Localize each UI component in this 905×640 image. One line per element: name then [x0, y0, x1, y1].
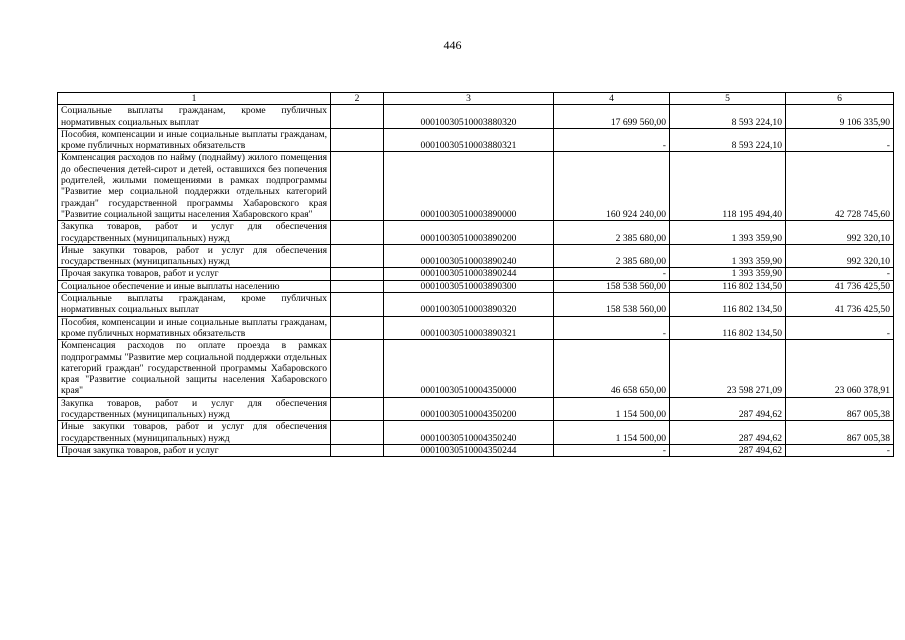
table-row — [58, 280, 894, 292]
row-name-cell: Социальные выплаты гражданам, кроме публичных нормативных социальных выплат — [58, 105, 331, 129]
row-col2-cell — [331, 444, 384, 456]
row-code-cell: 00010030510003890321 — [384, 316, 554, 340]
header-col-3: 3 — [384, 93, 554, 105]
row-value-col5: 1 393 359,90 — [670, 244, 786, 268]
row-col2-cell — [331, 280, 384, 292]
row-value-col4: - — [554, 316, 670, 340]
row-code-cell: 00010030510004350244 — [384, 444, 554, 456]
row-value-col6: 867 005,38 — [786, 397, 894, 421]
row-name-cell: Компенсация расходов по оплате проезда в рамках подпрограммы "Развитие мер социальной поддержки отдельных категорий граждан" государственной программы Хабаровского края "Развитие социальной защиты населения Хабаровского края" — [58, 340, 331, 397]
row-col2-cell — [331, 316, 384, 340]
table-row — [58, 244, 894, 268]
table-row — [58, 128, 894, 152]
row-value-col6: 23 060 378,91 — [786, 340, 894, 397]
row-code-cell: 00010030510004350200 — [384, 397, 554, 421]
row-col2-cell — [331, 128, 384, 152]
row-code-cell: 00010030510003890300 — [384, 280, 554, 292]
row-code-cell: 00010030510003890320 — [384, 293, 554, 317]
row-value-col4: 1 154 500,00 — [554, 397, 670, 421]
row-col2-cell — [331, 152, 384, 221]
row-code-cell: 00010030510004350000 — [384, 340, 554, 397]
row-code-cell: 00010030510003890240 — [384, 244, 554, 268]
table-row — [58, 221, 894, 245]
row-value-col4: - — [554, 268, 670, 280]
row-value-col6: - — [786, 444, 894, 456]
table-row — [58, 105, 894, 129]
row-col2-cell — [331, 293, 384, 317]
row-code-cell: 00010030510003890000 — [384, 152, 554, 221]
table-row — [58, 316, 894, 340]
row-value-col5: 8 593 224,10 — [670, 105, 786, 129]
row-value-col6: - — [786, 316, 894, 340]
row-value-col5: 118 195 494,40 — [670, 152, 786, 221]
row-value-col6: - — [786, 128, 894, 152]
row-value-col4: 160 924 240,00 — [554, 152, 670, 221]
header-col-4: 4 — [554, 93, 670, 105]
table-row — [58, 340, 894, 397]
header-col-2: 2 — [331, 93, 384, 105]
page-number: 446 — [443, 38, 462, 52]
row-col2-cell — [331, 397, 384, 421]
row-value-col6: - — [786, 268, 894, 280]
header-col-1: 1 — [58, 93, 331, 105]
row-name-cell: Компенсация расходов по найму (поднайму) жилого помещения до обеспечения детей-сирот и детей, оставшихся без попечения родителей, жилыми помещениями в рамках подпрограммы "Развитие мер социальной поддержки отдельных категорий граждан" государственной программы Хабаровского края "Развитие социальной защиты населения Хабаровского края" — [58, 152, 331, 221]
row-value-col5: 23 598 271,09 — [670, 340, 786, 397]
header-col-6: 6 — [786, 93, 894, 105]
row-value-col6: 9 106 335,90 — [786, 105, 894, 129]
row-value-col5: 287 494,62 — [670, 397, 786, 421]
row-value-col4: 158 538 560,00 — [554, 293, 670, 317]
row-col2-cell — [331, 340, 384, 397]
row-value-col4: 2 385 680,00 — [554, 221, 670, 245]
row-name-cell: Иные закупки товаров, работ и услуг для обеспечения государственных (муниципальных) нужд — [58, 244, 331, 268]
row-name-cell: Пособия, компенсации и иные социальные выплаты гражданам, кроме публичных нормативных обязательств — [58, 316, 331, 340]
row-value-col4: - — [554, 444, 670, 456]
row-code-cell: 00010030510003890244 — [384, 268, 554, 280]
row-value-col5: 1 393 359,90 — [670, 268, 786, 280]
row-value-col4: - — [554, 128, 670, 152]
header-col-5: 5 — [670, 93, 786, 105]
row-col2-cell — [331, 105, 384, 129]
header-row — [58, 93, 894, 105]
table-row — [58, 293, 894, 317]
row-code-cell: 00010030510003880320 — [384, 105, 554, 129]
row-code-cell: 00010030510003890200 — [384, 221, 554, 245]
table-row — [58, 152, 894, 221]
row-value-col5: 8 593 224,10 — [670, 128, 786, 152]
row-value-col6: 867 005,38 — [786, 421, 894, 445]
row-value-col6: 992 320,10 — [786, 221, 894, 245]
table-body — [58, 93, 894, 457]
row-value-col5: 116 802 134,50 — [670, 316, 786, 340]
row-code-cell: 00010030510004350240 — [384, 421, 554, 445]
row-value-col4: 1 154 500,00 — [554, 421, 670, 445]
row-code-cell: 00010030510003880321 — [384, 128, 554, 152]
row-name-cell: Пособия, компенсации и иные социальные выплаты гражданам, кроме публичных нормативных обязательств — [58, 128, 331, 152]
row-value-col4: 17 699 560,00 — [554, 105, 670, 129]
row-name-cell: Прочая закупка товаров, работ и услуг — [58, 268, 331, 280]
row-value-col6: 42 728 745,60 — [786, 152, 894, 221]
budget-table — [57, 92, 894, 457]
row-name-cell: Социальное обеспечение и иные выплаты населению — [58, 280, 331, 292]
table-row — [58, 421, 894, 445]
row-value-col4: 46 658 650,00 — [554, 340, 670, 397]
row-col2-cell — [331, 421, 384, 445]
row-col2-cell — [331, 268, 384, 280]
row-value-col6: 992 320,10 — [786, 244, 894, 268]
row-value-col6: 41 736 425,50 — [786, 280, 894, 292]
row-value-col5: 1 393 359,90 — [670, 221, 786, 245]
row-value-col4: 2 385 680,00 — [554, 244, 670, 268]
row-col2-cell — [331, 221, 384, 245]
row-value-col4: 158 538 560,00 — [554, 280, 670, 292]
row-col2-cell — [331, 244, 384, 268]
row-value-col5: 116 802 134,50 — [670, 293, 786, 317]
row-value-col5: 116 802 134,50 — [670, 280, 786, 292]
row-name-cell: Прочая закупка товаров, работ и услуг — [58, 444, 331, 456]
row-value-col5: 287 494,62 — [670, 444, 786, 456]
row-value-col6: 41 736 425,50 — [786, 293, 894, 317]
table-row — [58, 444, 894, 456]
row-name-cell: Закупка товаров, работ и услуг для обеспечения государственных (муниципальных) нужд — [58, 221, 331, 245]
row-value-col5: 287 494,62 — [670, 421, 786, 445]
table-row — [58, 397, 894, 421]
row-name-cell: Закупка товаров, работ и услуг для обеспечения государственных (муниципальных) нужд — [58, 397, 331, 421]
row-name-cell: Социальные выплаты гражданам, кроме публичных нормативных социальных выплат — [58, 293, 331, 317]
table-row — [58, 268, 894, 280]
row-name-cell: Иные закупки товаров, работ и услуг для обеспечения государственных (муниципальных) нужд — [58, 421, 331, 445]
